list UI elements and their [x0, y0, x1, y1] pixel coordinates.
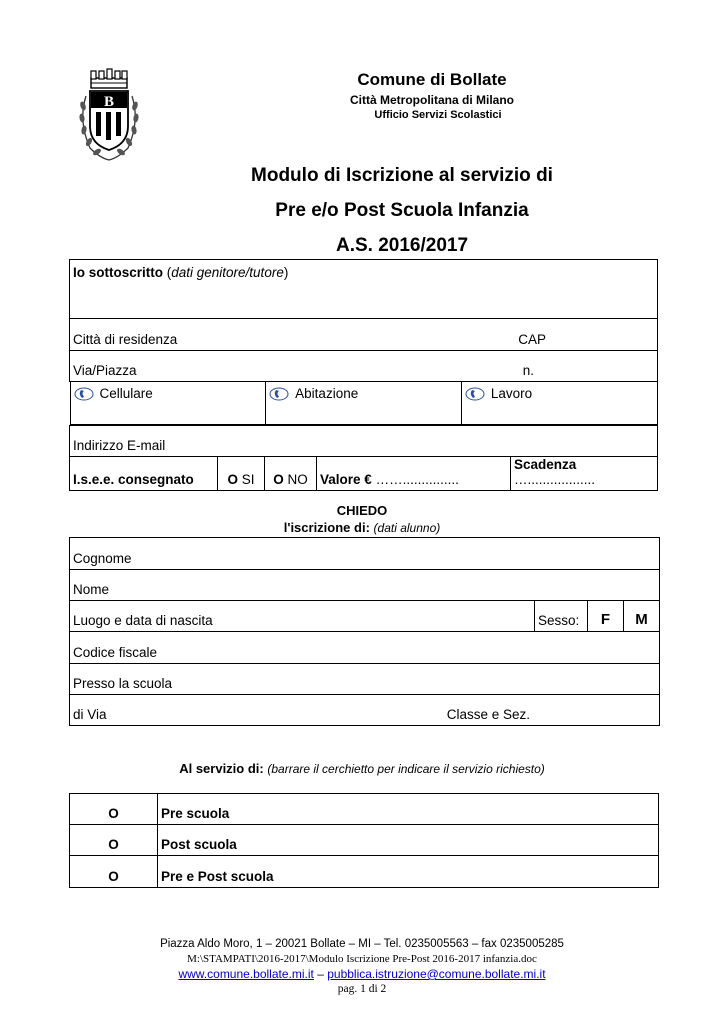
crest-letter: B [103, 94, 115, 110]
metro-city-name: Città Metropolitana di Milano [350, 93, 514, 107]
form-title-line3: A.S. 2016/2017 [335, 235, 469, 256]
service-option-checkbox[interactable] [70, 794, 158, 825]
street-field[interactable] [70, 351, 658, 382]
signer-field[interactable]: Io sottoscritto (dati genitore/tutore) [70, 260, 658, 319]
page-number: pag. 1 di 2 [337, 983, 387, 995]
school-street-label: di Via [73, 707, 107, 722]
residence-city-label: Città di residenza [73, 332, 178, 347]
class-label: Classe e Sez. [446, 707, 531, 722]
website-link[interactable]: www.comune.bollate.mi.it [178, 967, 314, 981]
sex-f-option[interactable] [588, 601, 624, 632]
birth-field[interactable] [70, 601, 535, 632]
sex-m-option[interactable] [624, 601, 660, 632]
student-data-table [69, 537, 660, 726]
isee-no-label: NO [287, 471, 308, 487]
sex-f-label: F [600, 611, 611, 628]
sex-label-cell [535, 601, 588, 632]
sex-m-label: M [635, 611, 648, 628]
residence-city-field[interactable] [70, 319, 658, 351]
footer-links [0, 967, 724, 981]
office-name: Ufficio Servizi Scolastici [374, 109, 502, 121]
school-street-field[interactable] [70, 695, 660, 726]
surname-label: Cognome [73, 551, 132, 566]
isee-yes-label: SI [241, 471, 255, 487]
service-options-table [69, 793, 659, 888]
service-option-label-cell [158, 856, 659, 888]
service-option-label: Pre scuola [161, 806, 230, 821]
home-phone-label: Abitazione [295, 386, 359, 401]
radio-circle-icon: O [273, 471, 284, 487]
school-label: Presso la scuola [73, 676, 173, 691]
mobile-label: Cellulare [99, 386, 153, 401]
isee-label-cell [70, 456, 218, 490]
footer-separator: – [317, 967, 324, 981]
mobile-phone-field[interactable] [70, 382, 266, 424]
isee-label: I.s.e.e. consegnato [73, 471, 194, 487]
isee-expiry-field[interactable] [511, 456, 658, 490]
radio-circle-icon: O [227, 471, 238, 487]
sex-label: Sesso: [538, 613, 580, 628]
work-phone-label: Lavoro [490, 386, 533, 401]
isee-value-label: Valore € [320, 471, 372, 487]
isee-expiry-dots: ….................. [514, 471, 596, 487]
request-subheading-text: l'iscrizione di: [283, 520, 370, 535]
phone-handset-icon [269, 387, 289, 401]
service-option-label-cell [158, 825, 659, 856]
service-option-label: Pre e Post scuola [161, 869, 274, 884]
cap-label: CAP [518, 332, 547, 347]
service-option-row[interactable] [70, 856, 659, 888]
tax-code-label: Codice fiscale [73, 645, 158, 660]
service-option-row[interactable] [70, 825, 659, 856]
tax-code-field[interactable] [70, 632, 660, 664]
email-label: Indirizzo E-mail [73, 437, 166, 453]
isee-expiry-label: Scadenza [514, 456, 577, 472]
isee-no-option[interactable] [265, 456, 317, 490]
street-number-label: n. [522, 363, 535, 378]
name-label: Nome [73, 582, 110, 597]
service-option-row[interactable] [70, 794, 659, 825]
work-phone-field[interactable] [461, 382, 657, 424]
service-note: (barrare il cerchietto per indicare il servizio richiesto) [267, 762, 545, 776]
signer-note: dati genitore/tutore [171, 265, 284, 280]
request-subnote: (dati alunno) [373, 521, 441, 535]
footer-file-path: M:\STAMPATI\2016-2017\Modulo Iscrizione Pre-Post 2016-2017 infanzia.doc [187, 953, 537, 965]
isee-yes-option[interactable] [218, 456, 265, 490]
name-field[interactable] [70, 570, 660, 601]
form-title-line2: Pre e/o Post Scuola Infanzia [275, 200, 529, 221]
email-field[interactable] [70, 425, 658, 456]
service-heading [0, 761, 724, 776]
form-title-line1: Modulo di Iscrizione al servizio di [251, 165, 553, 186]
radio-circle-icon: O [108, 837, 119, 852]
birth-label: Luogo e data di nascita [73, 613, 213, 628]
isee-value-dots: ……............... [375, 471, 459, 487]
parent-data-table [69, 259, 658, 491]
municipality-name: Comune di Bollate [357, 70, 507, 89]
footer-address: Piazza Aldo Moro, 1 – 20021 Bollate – MI – Tel. 0235005563 – fax 0235005285 [160, 938, 564, 950]
service-option-label: Post scuola [161, 837, 237, 852]
service-option-checkbox[interactable] [70, 856, 158, 888]
service-heading-text: Al servizio di: [179, 761, 264, 776]
surname-field[interactable] [70, 538, 660, 570]
service-option-checkbox[interactable] [70, 825, 158, 856]
signer-label: Io sottoscritto [73, 265, 163, 280]
home-phone-field[interactable] [266, 382, 462, 424]
phone-handset-icon [465, 387, 485, 401]
radio-circle-icon: O [108, 869, 119, 884]
email-link[interactable]: pubblica.istruzione@comune.bollate.mi.it [327, 967, 546, 981]
phone-handset-icon [74, 387, 94, 401]
school-field[interactable] [70, 664, 660, 695]
request-heading: CHIEDO [336, 503, 388, 518]
request-subheading [0, 520, 724, 535]
isee-value-field[interactable] [317, 456, 511, 490]
street-label: Via/Piazza [73, 363, 137, 378]
radio-circle-icon: O [108, 806, 119, 821]
service-option-label-cell [158, 794, 659, 825]
